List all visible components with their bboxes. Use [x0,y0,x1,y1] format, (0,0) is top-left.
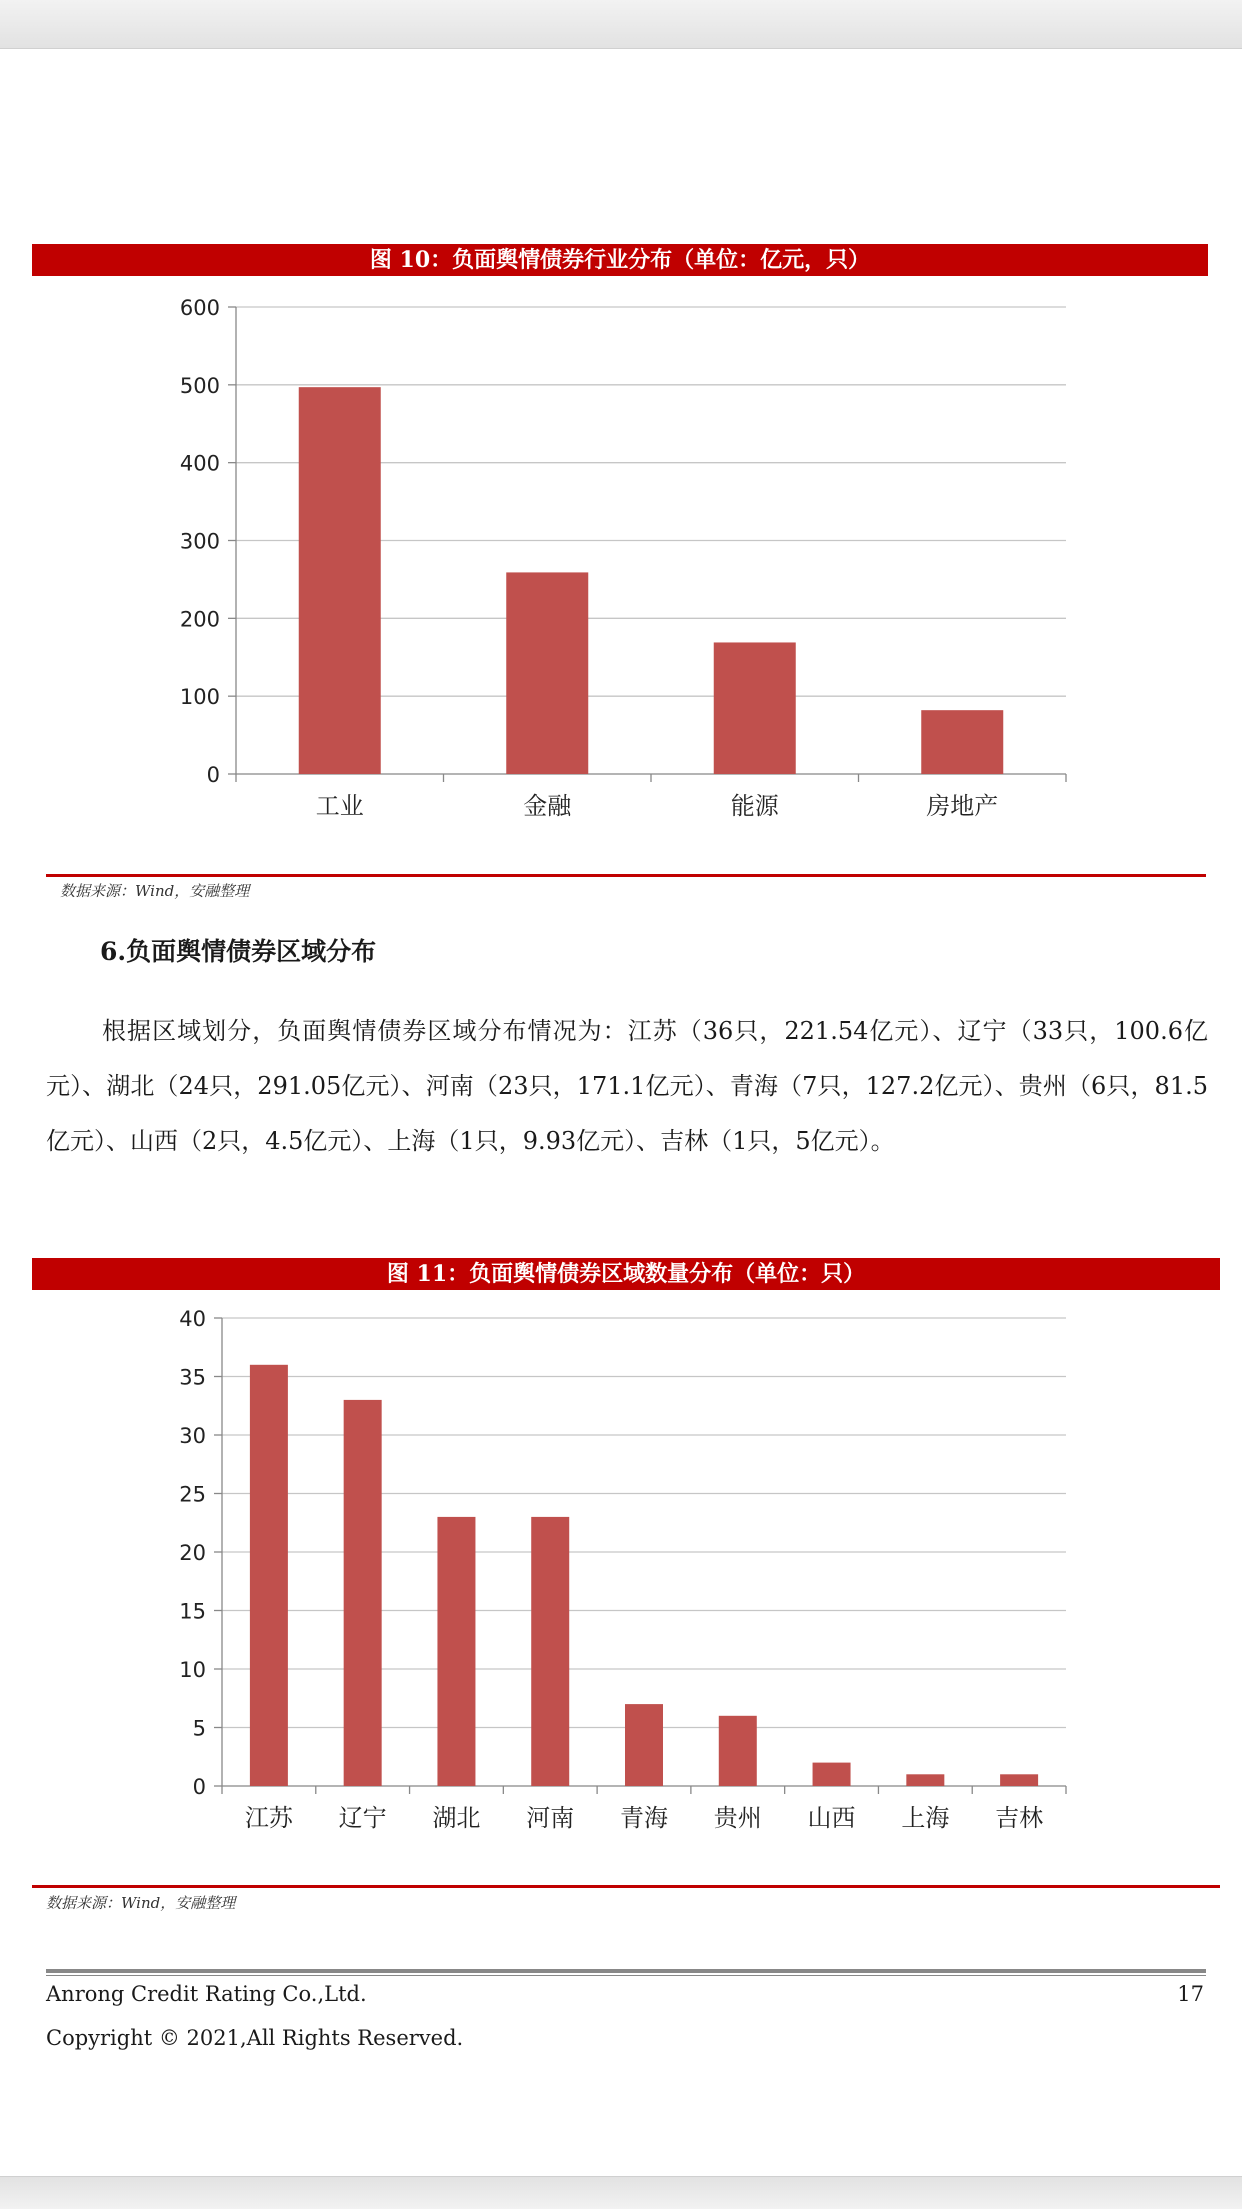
figure11-bar [625,1704,663,1786]
figure11-ytick-label: 40 [179,1307,206,1331]
figure11-bar [813,1763,851,1786]
figure10-source: 数据来源：Wind，安融整理 [60,882,250,900]
footer-rule-thick [46,1969,1206,1973]
figure10-ytick-label: 600 [179,296,220,320]
figure11-chart [0,1290,1242,1850]
footer-rule-thin [46,1975,1206,1976]
section-title: 6.负面舆情债券区域分布 [100,937,377,966]
figure11-ytick-label: 20 [179,1541,206,1565]
figure11-category-label: 上海 [901,1804,950,1832]
figure10-caption: 图 10：负面舆情债券行业分布（单位：亿元，只） [369,247,871,273]
figure10-category-label: 金融 [523,792,572,820]
figure11-ytick-label: 25 [179,1482,206,1507]
figure10-ytick-label: 100 [179,685,220,710]
figure11-category-label: 辽宁 [338,1804,387,1832]
figure10-ytick-label: 200 [179,607,220,632]
footer-copyright: Copyright © 2021,All Rights Reserved. [46,2026,464,2050]
figure10-category-label: 工业 [315,792,364,820]
figure11-bar [250,1365,288,1786]
figure11-source: 数据来源：Wind，安融整理 [46,1894,236,1912]
figure11-category-label: 山西 [807,1804,856,1832]
figure11-category-label: 湖北 [432,1804,481,1832]
figure11-bar [531,1517,569,1786]
figure10-bar [299,387,381,774]
figure11-ytick-label: 30 [179,1424,206,1448]
viewer-top-bar [0,0,1242,49]
footer-company: Anrong Credit Rating Co.,Ltd. [46,1982,367,2006]
figure11-bar [906,1774,944,1786]
figure11-ytick-label: 15 [179,1599,206,1624]
section-paragraph: 根据区域划分，负面舆情债券区域分布情况为：江苏（36只，221.54亿元）、辽宁（33只，100.6亿元）、湖北（24只，291.05亿元）、河南（23只，171.1亿元）、青海（7只，127.2亿元）、贵州（6只，81.5亿元）、山西（2只，4.5亿元）、上海（1只，9.93亿元）、吉林（1只，5亿元）。 [46,1017,1208,1155]
figure10-bar [714,642,796,774]
figure11-ytick-label: 10 [179,1658,206,1682]
figure10-ytick-label: 400 [179,451,220,476]
figure11-bar [344,1400,382,1786]
figure10-bar [921,710,1003,774]
viewer-bottom-bar [0,2176,1242,2209]
figure11-bar [437,1517,475,1786]
figure11-category-label: 河南 [526,1804,575,1832]
figure11-category-label: 贵州 [713,1804,762,1832]
figure10-banner [32,244,1208,276]
figure10-ytick-label: 0 [206,763,220,787]
figure10-chart [0,276,1242,836]
figure11-caption: 图 11：负面舆情债券区域数量分布（单位：只） [386,1261,866,1287]
figure11-bar [719,1716,757,1786]
figure10-ytick-label: 500 [179,373,220,398]
figure11-ytick-label: 0 [192,1775,206,1799]
figure11-category-label: 青海 [620,1804,668,1832]
figure10-category-label: 房地产 [926,792,999,820]
figure11-banner [32,1258,1220,1290]
figure10-bar [506,572,588,774]
figure11-category-label: 江苏 [244,1804,293,1832]
figure11-bottom-rule [32,1885,1220,1888]
figure11-category-label: 吉林 [995,1804,1044,1832]
figure11-ytick-label: 35 [179,1365,206,1390]
figure10-ytick-label: 300 [179,529,220,554]
figure11-bar [1000,1774,1038,1786]
figure10-bottom-rule [46,874,1206,877]
figure10-category-label: 能源 [730,792,779,820]
figure11-ytick-label: 5 [192,1716,206,1741]
page-number: 17 [1177,1982,1204,2006]
